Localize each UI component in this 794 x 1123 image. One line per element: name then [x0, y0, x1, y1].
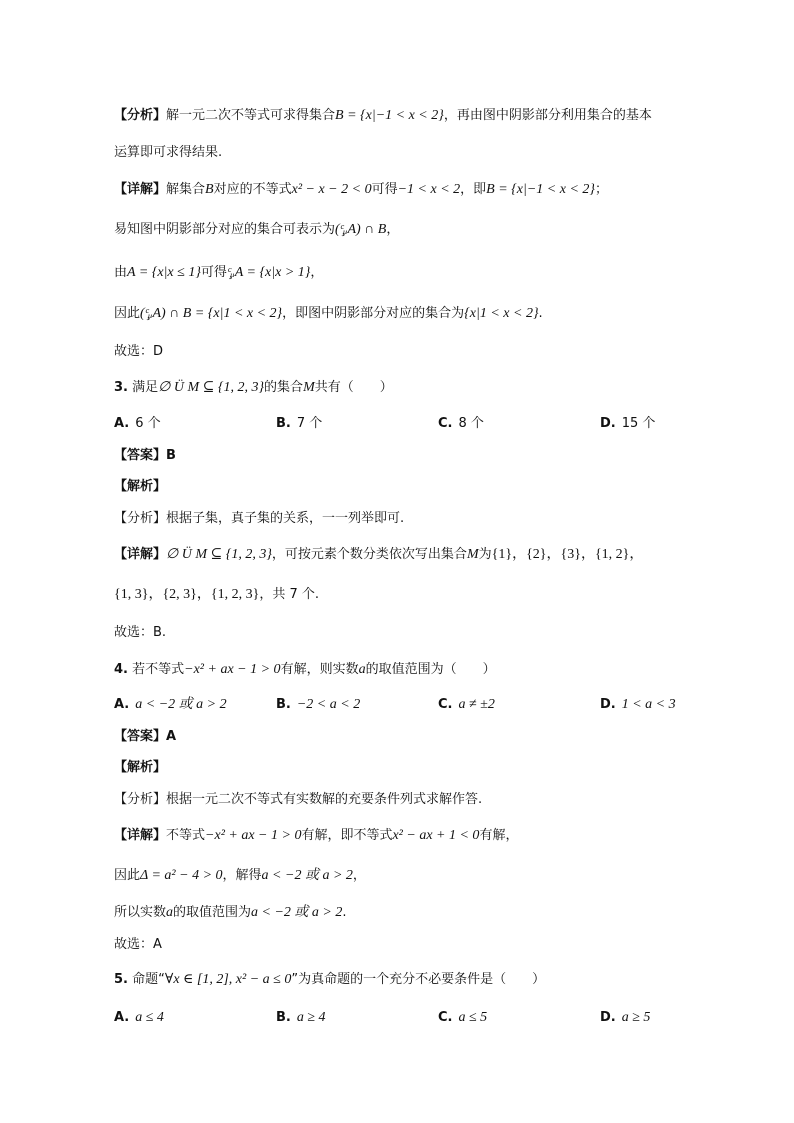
option-text: a ≥ 4: [296, 1010, 326, 1025]
question-5-stem: [114, 970, 754, 990]
text: 解集合: [166, 182, 206, 197]
option-key: B.: [276, 697, 291, 712]
text: 若不等式: [132, 662, 185, 677]
option-key: A.: [114, 416, 130, 431]
text: 的集合: [264, 380, 304, 395]
text: ，即图中阴影部分对应的集合为: [282, 306, 465, 321]
math: ∅ Ü M ⊆ {1, 2, 3}: [158, 380, 265, 395]
q3-analysis: 【分析】根据子集，真子集的关系，一一列举即可.: [114, 511, 405, 526]
detail-line-2: [114, 220, 754, 240]
text: ，: [310, 265, 324, 280]
option-text: a ≤ 5: [458, 1010, 488, 1025]
q4-option-d: [600, 695, 676, 715]
math: (ᶜ̧ᵤA) ∩ B = {x|1 < x < 2}: [140, 306, 283, 321]
text: 由: [114, 265, 128, 280]
math: A = {x|x ≤ 1}: [127, 265, 201, 280]
text: 易知图中阴影部分对应的集合可表示为: [114, 222, 336, 237]
text: 因此: [114, 868, 141, 883]
option-key: A.: [114, 1010, 130, 1025]
option-text: 6 个: [135, 416, 161, 431]
q3-answer: 【答案】B: [114, 448, 176, 463]
math: −x² + ax − 1 > 0: [184, 662, 281, 677]
detail-tag: 【详解】: [114, 547, 167, 562]
math: B = {x|−1 < x < 2}: [486, 182, 595, 197]
option-text: 7 个: [296, 416, 323, 431]
option-text: a < −2 或 a > 2: [135, 697, 227, 712]
text: 可得: [371, 182, 398, 197]
text: 有解，则实数: [280, 662, 359, 677]
option-key: D.: [600, 697, 616, 712]
text: ”为真命题的一个充分不必要条件是（ ）: [291, 972, 546, 987]
detail-tag: 【详解】: [114, 828, 167, 843]
option-text: 15 个: [621, 416, 656, 431]
math: M: [303, 380, 315, 395]
text: ；: [595, 182, 609, 197]
question-4-stem: [114, 660, 754, 680]
math: B = {x|−1 < x < 2}: [335, 108, 444, 123]
math: a: [166, 905, 174, 920]
detail-tag: 【详解】: [114, 182, 167, 197]
math: (ᶜ̧ᵤA) ∩ B: [335, 222, 387, 237]
detail-line-3: [114, 263, 754, 283]
text: ，共 7 个.: [259, 587, 319, 602]
question-number: 3.: [114, 380, 128, 395]
q3-detail-1: [114, 545, 754, 565]
math: x² − x − 2 < 0: [291, 182, 372, 197]
detail-line-4: [114, 304, 754, 324]
text: .: [538, 306, 543, 321]
q3-jiexi: 【解析】: [114, 479, 167, 494]
text: 所以实数: [114, 905, 167, 920]
option-key: B.: [276, 1010, 291, 1025]
text: 为: [478, 547, 492, 562]
text: 的取值范围为: [173, 905, 252, 920]
q5-option-b: [276, 1008, 326, 1028]
text: 故选：D: [114, 344, 164, 359]
q4-detail-2: [114, 866, 754, 886]
q3-detail-2: [114, 585, 754, 605]
q4-option-c: [438, 695, 495, 715]
q4-answer: 【答案】A: [114, 729, 177, 744]
text: 可得: [200, 265, 227, 280]
q3-option-b: [276, 414, 322, 434]
text: 不等式: [166, 828, 206, 843]
q4-option-b: [276, 695, 360, 715]
text: .: [342, 905, 347, 920]
q4-choice: 故选：A: [114, 937, 162, 952]
q4-analysis: 【分析】根据一元二次不等式有实数解的充要条件列式求解作答.: [114, 792, 483, 807]
text: 因此: [114, 306, 141, 321]
math: a: [358, 662, 366, 677]
option-text: a ≤ 4: [135, 1010, 164, 1025]
option-key: A.: [114, 697, 130, 712]
analysis-line-2: [114, 143, 754, 163]
option-key: D.: [600, 1010, 616, 1025]
text: ，: [386, 222, 400, 237]
math: ∀x ∈ [1, 2], x² − a ≤ 0: [164, 972, 292, 987]
text: 命题“: [132, 972, 165, 987]
option-key: B.: [276, 416, 291, 431]
option-key: C.: [438, 1010, 453, 1025]
q3-choice: 故选：B.: [114, 625, 167, 640]
q4-detail-3: [114, 903, 754, 923]
q4-detail-1: [114, 826, 754, 846]
question-3-stem: [114, 378, 754, 398]
choice-line: [114, 342, 754, 362]
math: −x² + ax − 1 > 0: [205, 828, 302, 843]
text: 有解，即不等式: [301, 828, 393, 843]
math: {1}，{2}，{3}，{1, 2}，: [491, 547, 644, 562]
option-text: −2 < a < 2: [296, 697, 361, 712]
question-number: 4.: [114, 662, 128, 677]
text: ，: [352, 868, 366, 883]
text: 的取值范围为（ ）: [365, 662, 496, 677]
text: ，可按元素个数分类依次写出集合: [271, 547, 467, 562]
text: 有解，: [479, 828, 519, 843]
text: 共有（ ）: [314, 380, 393, 395]
option-key: C.: [438, 416, 453, 431]
text: 运算即可求得结果.: [114, 145, 223, 160]
math: −1 < x < 2: [397, 182, 461, 197]
q3-option-d: [600, 414, 655, 434]
math: x² − ax + 1 < 0: [392, 828, 480, 843]
math: a < −2 或 a > 2: [261, 868, 353, 883]
option-text: a ≠ ±2: [458, 697, 495, 712]
text: 解一元二次不等式可求得集合: [166, 108, 336, 123]
text: 对应的不等式: [213, 182, 292, 197]
question-number: 5.: [114, 972, 128, 987]
text: 满足: [132, 380, 159, 395]
option-key: C.: [438, 697, 453, 712]
analysis-line-1: [114, 106, 754, 126]
q5-option-a: [114, 1008, 164, 1028]
math: Δ = a² − 4 > 0: [140, 868, 223, 883]
math: a < −2 或 a > 2: [251, 905, 343, 920]
math: {x|1 < x < 2}: [464, 306, 539, 321]
q3-option-a: [114, 414, 161, 434]
option-text: 8 个: [458, 416, 484, 431]
q4-jiexi: 【解析】: [114, 760, 167, 775]
q4-option-a: [114, 695, 227, 715]
math: B: [205, 182, 214, 197]
option-text: 1 < a < 3: [621, 697, 676, 712]
analysis-tag: 【分析】: [114, 108, 167, 123]
q5-option-c: [438, 1008, 487, 1028]
text: ，即: [460, 182, 487, 197]
q3-option-c: [438, 414, 484, 434]
math: ∅ Ü M ⊆ {1, 2, 3}: [166, 547, 272, 562]
q5-option-d: [600, 1008, 650, 1028]
text: ，解得: [222, 868, 262, 883]
math: ᶜ̧ᵤA = {x|x > 1}: [226, 265, 311, 280]
text: ，再由图中阴影部分利用集合的基本: [443, 108, 652, 123]
math: {1, 3}，{2, 3}，{1, 2, 3}: [114, 587, 260, 602]
option-text: a ≥ 5: [621, 1010, 651, 1025]
math: M: [466, 547, 479, 562]
detail-line-1: [114, 180, 754, 200]
option-key: D.: [600, 416, 616, 431]
